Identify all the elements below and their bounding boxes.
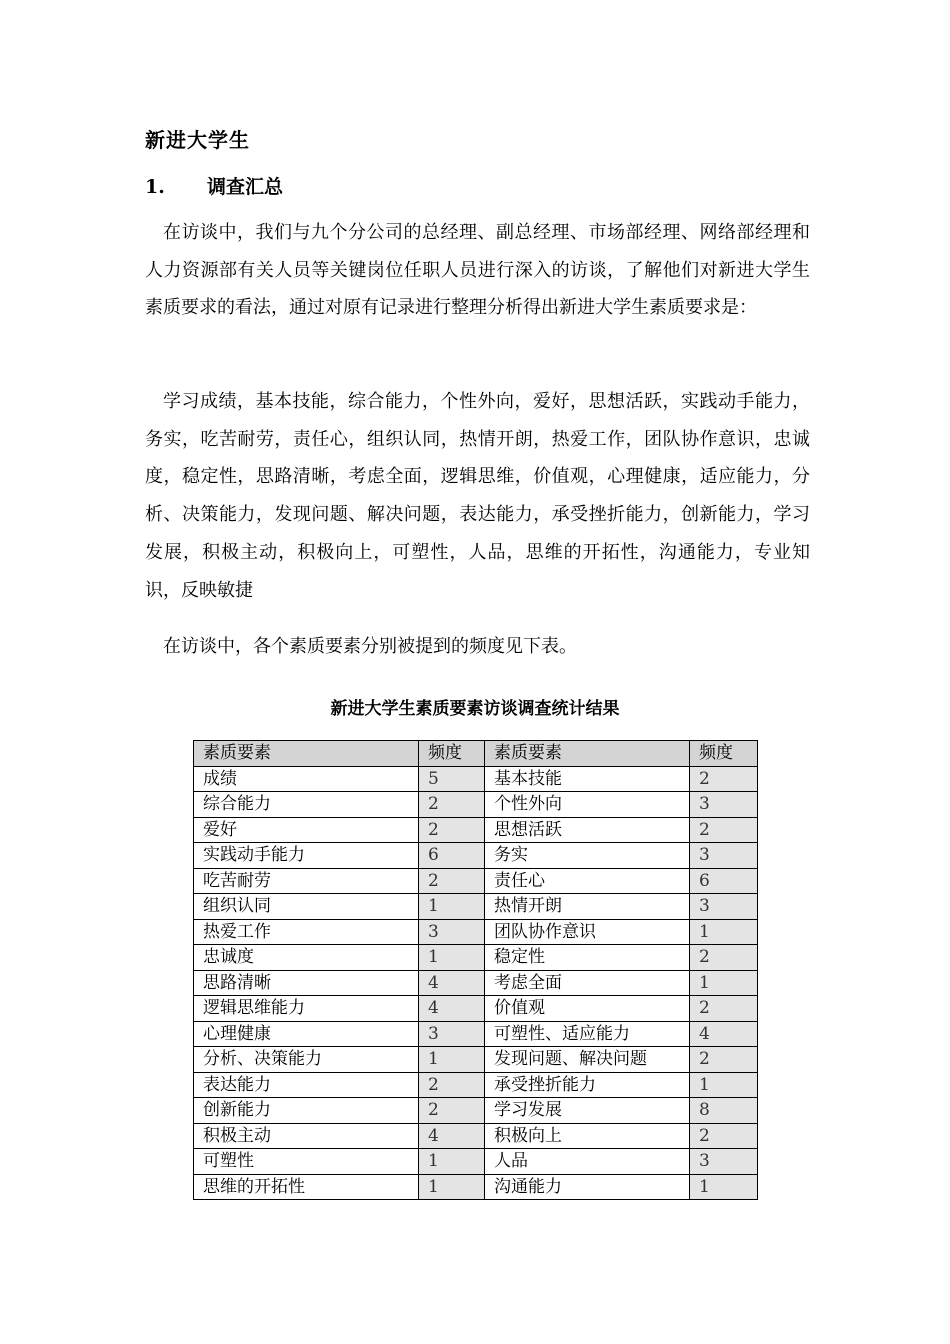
- frequency-cell: 1: [419, 1047, 485, 1073]
- quality-cell: 积极主动: [194, 1123, 419, 1149]
- frequency-cell: 2: [419, 817, 485, 843]
- quality-cell: 成绩: [194, 766, 419, 792]
- intro-paragraph: 在访谈中，我们与九个分公司的总经理、副总经理、市场部经理、网络部经理和人力资源部有关人员等关键岗位任职人员进行深入的访谈，了解他们对新进大学生素质要求的看法，通过对原有记录进行整理分析得出新进大学生素质要求是：: [145, 222, 810, 318]
- quality-cell: 逻辑思维能力: [194, 996, 419, 1022]
- qualities-list-paragraph: 学习成绩，基本技能，综合能力，个性外向，爱好，思想活跃，实践动手能力，务实，吃苦耐劳，责任心，组织认同，热情开朗，热爱工作，团队协作意识，忠诚度，稳定性，思路清晰，考虑全面，逻辑思维，价值观，心理健康，适应能力，分析、决策能力，发现问题、解决问题，表达能力，承受挫折能力，创新能力，学习发展，积极主动，积极向上，可塑性，人品，思维的开拓性，沟通能力，专业知识，反映敏捷: [145, 391, 810, 601]
- frequency-cell: 2: [690, 1047, 758, 1073]
- table-row: [194, 792, 758, 818]
- frequency-cell: 2: [690, 945, 758, 971]
- frequency-cell: 3: [419, 1021, 485, 1047]
- table-row: [194, 970, 758, 996]
- table-row: [194, 919, 758, 945]
- quality-cell: 表达能力: [194, 1072, 419, 1098]
- header-cell-quality: 素质要素: [485, 741, 690, 767]
- table-row: [194, 945, 758, 971]
- quality-cell: 忠诚度: [194, 945, 419, 971]
- quality-cell: 热爱工作: [194, 919, 419, 945]
- table-row: [194, 868, 758, 894]
- section-heading: [145, 172, 283, 199]
- quality-cell: 思路清晰: [194, 970, 419, 996]
- frequency-cell: 1: [419, 894, 485, 920]
- frequency-cell: 1: [419, 945, 485, 971]
- table-row: [194, 1098, 758, 1124]
- frequency-cell: 5: [419, 766, 485, 792]
- table-row: [194, 996, 758, 1022]
- quality-cell: 人品: [485, 1149, 690, 1175]
- table-caption: 新进大学生素质要素访谈调查统计结果: [330, 699, 620, 719]
- frequency-cell: 1: [690, 1072, 758, 1098]
- frequency-cell: 1: [690, 919, 758, 945]
- table-row: [194, 1047, 758, 1073]
- frequency-cell: 1: [690, 970, 758, 996]
- frequency-cell: 6: [690, 868, 758, 894]
- table-intro-paragraph: 在访谈中，各个素质要素分别被提到的频度见下表。: [163, 636, 577, 657]
- table-row: [194, 766, 758, 792]
- quality-cell: 承受挫折能力: [485, 1072, 690, 1098]
- frequency-cell: 2: [690, 766, 758, 792]
- quality-cell: 爱好: [194, 817, 419, 843]
- quality-cell: 实践动手能力: [194, 843, 419, 869]
- frequency-cell: 3: [690, 792, 758, 818]
- quality-cell: 个性外向: [485, 792, 690, 818]
- quality-cell: 心理健康: [194, 1021, 419, 1047]
- frequency-cell: 2: [690, 817, 758, 843]
- frequency-cell: 6: [419, 843, 485, 869]
- frequency-cell: 3: [690, 894, 758, 920]
- table-row: [194, 1072, 758, 1098]
- table-row: [194, 1123, 758, 1149]
- page-title: 新进大学生: [145, 128, 250, 152]
- frequency-cell: 2: [690, 996, 758, 1022]
- frequency-cell: 4: [419, 996, 485, 1022]
- table-row: [194, 1149, 758, 1175]
- quality-cell: 务实: [485, 843, 690, 869]
- frequency-cell: 3: [690, 843, 758, 869]
- section-title: 调查汇总: [207, 176, 284, 198]
- quality-cell: 思维的开拓性: [194, 1174, 419, 1200]
- header-cell-frequency: 频度: [690, 741, 758, 767]
- quality-cell: 沟通能力: [485, 1174, 690, 1200]
- frequency-cell: 8: [690, 1098, 758, 1124]
- quality-cell: 吃苦耐劳: [194, 868, 419, 894]
- quality-cell: 组织认同: [194, 894, 419, 920]
- header-cell-frequency: 频度: [419, 741, 485, 767]
- table-row: [194, 1021, 758, 1047]
- quality-cell: 热情开朗: [485, 894, 690, 920]
- frequency-cell: 4: [419, 970, 485, 996]
- frequency-cell: 2: [419, 792, 485, 818]
- frequency-cell: 4: [690, 1021, 758, 1047]
- quality-cell: 考虑全面: [485, 970, 690, 996]
- quality-cell: 思想活跃: [485, 817, 690, 843]
- header-cell-quality: 素质要素: [194, 741, 419, 767]
- section-number: 1.: [145, 176, 165, 198]
- frequency-cell: 2: [419, 1098, 485, 1124]
- frequency-cell: 3: [419, 919, 485, 945]
- quality-cell: 学习发展: [485, 1098, 690, 1124]
- quality-cell: 可塑性: [194, 1149, 419, 1175]
- frequency-cell: 1: [419, 1149, 485, 1175]
- table-row: [194, 817, 758, 843]
- frequency-cell: 2: [419, 868, 485, 894]
- quality-cell: 基本技能: [485, 766, 690, 792]
- table-row: [194, 894, 758, 920]
- table-row: [194, 1174, 758, 1200]
- frequency-cell: 3: [690, 1149, 758, 1175]
- quality-cell: 稳定性: [485, 945, 690, 971]
- quality-cell: 分析、决策能力: [194, 1047, 419, 1073]
- frequency-cell: 1: [690, 1174, 758, 1200]
- quality-cell: 积极向上: [485, 1123, 690, 1149]
- frequency-cell: 4: [419, 1123, 485, 1149]
- quality-cell: 发现问题、解决问题: [485, 1047, 690, 1073]
- table-row: [194, 843, 758, 869]
- quality-cell: 责任心: [485, 868, 690, 894]
- quality-cell: 创新能力: [194, 1098, 419, 1124]
- quality-cell: 综合能力: [194, 792, 419, 818]
- quality-cell: 价值观: [485, 996, 690, 1022]
- table-header-row: [194, 741, 758, 767]
- quality-cell: 可塑性、适应能力: [485, 1021, 690, 1047]
- frequency-cell: 2: [690, 1123, 758, 1149]
- quality-cell: 团队协作意识: [485, 919, 690, 945]
- frequency-cell: 1: [419, 1174, 485, 1200]
- qualities-frequency-table: [193, 740, 758, 1200]
- frequency-cell: 2: [419, 1072, 485, 1098]
